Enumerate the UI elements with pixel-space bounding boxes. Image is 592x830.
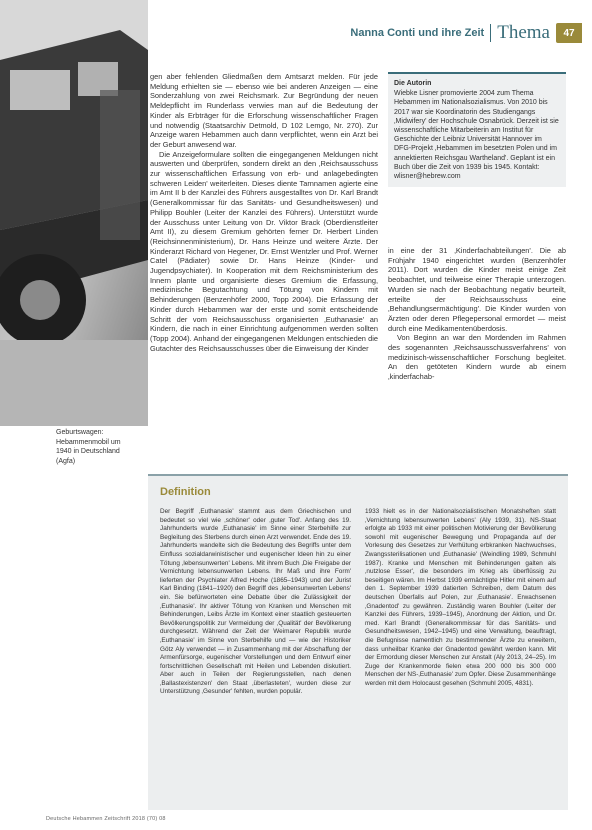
body-paragraph: Die Anzeigeformulare sollten die eingegangenen Meldungen nicht auswerten und überprüfen, sondern direkt an den ‚Reichsausschuss zur wissenschaftlichen Erfassung von erb- und anlagebedingten schweren Leiden' weiterleiten. Dieses diente Tarnnamen agierte eine im Amt II b der Kanzlei des Führers ausgestalltes von Dr. Karl Brandt (Generalkommissar für das Sanitäts- und Gesundheitswesen) und Philipp Bouhler (Leiter der Kanzlei des Führers). Unterstützt wurde der Ausschuss unter Leitung von Dr. Viktor Brack (Oberdienstleiter Amt II), zu diesem Gremium gehörten ferner Dr. Herbert Linden (Reichsinnenministerium), Dr. Hans Heinze und weitere Ärzte. Der Kinderarzt Richard von Hegener, Dr. Ernst Wentzler und Prof. Werner Catel (Pädiater) sowie Dr. Hans Heinze (Kinder- und Jugendpsychiater). In Kooperation mit dem Reichsministerium des Innern plante und organisierte dieses Gremium die Erfassung, medizinische Begutachtung und Tötung von Kindern mit Behinderungen (Benzenhöfer 2000, Topp 2004). Die Erfassung der Kinder durch Hebammen war der erste und somit entscheidende Schritt der vom Reichsausschuss organisierten ‚Euthanasie' an Kindern, die nach in einer Einrichtung aufgenommen werden sollten (Topp 2004). Anhand der eingegangenen Meldungen entschieden die Gutachter des Reichsausschusses über die Einweisung der Kinder (150, 149, 378, 353)
page-number: 47 (556, 23, 582, 43)
definition-title: Definition (160, 486, 211, 498)
section-label: Thema (497, 22, 550, 43)
definition-box (148, 474, 568, 810)
author-box-text: Wiebke Lisner promovierte 2004 zum Thema Hebammen im Nationalsozialismus. Von 2010 bis 2017 war sie Koordinatorin des Studiengangs ‚Midwifery' der Hochschule Osnabrück. Derzeit ist sie wissenschaftliche Mitarbeiterin am Institut für Geschichte der Leibniz Universität Hannover im DFG-Projekt ‚Hebammen im besetzten Polen und im annektierten Reichsgau Wartheland'. Geplant ist ein Buch über die Zeit von 1939 bis 1945. Kontakt: wlisner@hebrew.com (394, 90, 559, 181)
body-paragraph: Von Beginn an war den Mordenden im Rahmen des sogenannten ‚Reichsausschussverfahrens' von medizinisch-wissenschaftlicher Forschung begleitet. An den getöteten Kindern wurde ab einem ‚kinderfachab- (388, 333, 566, 382)
author-box-title: Die Autorin (394, 80, 432, 87)
car-photo-image (0, 0, 148, 426)
historic-photo (0, 0, 148, 426)
body-paragraph: in eine der 31 ‚Kinderfachabteilungen'. Die ab Frühjahr 1940 eingerichtet wurden (Benzenhöfer 2011). Dort wurden die Kinder meist einige Zeit beobachtet, und teilweise einer Therapie unterzogen. Wurden sie nach der Beobachtung negativ beurteilt, erteilte der Reichsausschuss eine ‚Behandlungsermächtigung'. Die Kinder wurden von Ärzten oder deren Pflegepersonal ermordet — meist durch eine Medikamentenüberdosis. (388, 246, 566, 333)
body-column-left (150, 72, 378, 353)
page-header (350, 22, 582, 44)
body-paragraph: gen aber fehlenden Gliedmaßen dem Amtsarzt melden. Für jede Meldung erhielten sie — ebenso wie bei anderen Anzeigen — eine Sonderzahlung von zwei Reichsmark. Zur Begründung der neuen Meldepflicht im Runderlass verwies man auf die Bedeutung der Kinder als Erbträger für die Erforschung wissenschaftlicher Fragen und notwendig (Staatsarchiv Detmold, D 102 Lemgo, Nr. 270). Zur Anzeige waren Hebammen auch dann verpflichtet, wenn ein Arzt bei der Geburt anwesend war. (150, 72, 378, 149)
running-title: Nanna Conti und ihre Zeit (350, 27, 485, 39)
author-box (388, 72, 566, 187)
definition-columns (160, 508, 556, 697)
definition-column-left: Der Begriff ‚Euthanasie' stammt aus dem Griechischen und bedeutet so viel wie ‚schöner' oder ‚guter Tod'. Anfang des 19. Jahrhunderts wurde ‚Euthanasie' im Sinne einer Sterbehilfe zur Begleitung des Sterbens durch einen Arzt verwendet. Ende des 19. Jahrhunderts wandelte sich die Bedeutung des Begriffs unter dem Einfluss sozialdarwinistischer und eugenischer Ideen hin zu einer Tötung ‚lebensunwerten' Lebens. Mit ihrem Buch ‚Die Freigabe der Vernichtung lebensunwerten Lebens. Ihr Maß und ihre Form' lieferten der Psychiater Alfred Hoche (1865–1943) und der Jurist Karl Binding (1841–1920) den Begriff des ‚lebensunwerten Lebens' ein. Sie befürworteten eine Debatte über die Zulässigkeit der ‚Euthanasie'. Ihr aktiver Tötung von Kranken und Menschen mit Behinderungen, Leibs Ärzte im Kontext einer staatlich gesteuerten Bevölkerungspolitik zur Vermeidung der ‚Qualität' der Bevölkerung durchgesetzt. Während der Zeit der Weimarer Republik wurde ‚Euthanasie' im Sinne von Sterbehilfe und — wie der Historiker Götz Aly verwendet — in Zusammenhang mit der Abschaffung der Armenfürsorge, eugenischer Vorstellungen und dem Entwurf einer fortschrittlichen Gesellschaft mit Heilen und Lebenden diskutiert. Aber auch in Teilen der Regierungsstellen, nach denen ‚Ballastexistenzen' den Staat ‚überlasteten', wurden diese zur Unterstützung ‚Gesunder' fehlten, wurden populär. (160, 508, 351, 696)
photo-caption: Geburtswagen: Hebammenmobil um 1940 in Deutschland (Agfa) (56, 429, 121, 465)
body-column-right (388, 246, 566, 382)
header-divider (490, 24, 491, 42)
definition-column-right: 1933 hielt es in der Nationalsozialistischen Monatsheften statt ‚Vernichtung lebensunwerten Lebens' (Aly 1939, 31). NS-Staat erfolgte ab 1933 mit einer politischen Motivierung der Bevölkerung sowohl mit eugenischer Bewegung und Propaganda auf der Vorlesung des Gesetzes zur Verhütung erbkranken Nachwuchses, Zwangssterilisationen und ‚Euthanasie' (Weindling 1989, Schmuhl 1987). Kranke und Menschen mit Behinderungen galten als ‚nutzlose Esser', die besonders im Krieg als überflüssig zu beseitigen wären. Im Herbst 1939 ermächtigte Hitler mit einem auf den 1. September 1939 datierten Schreiben, dem Datum des deutschen Überfalls auf Polen, zur ‚Euthanasie'. Erwachsenen ‚Gnadentod' zu gewähren. Zuständig waren Bouhler (Leiter der Kanzlei des Führers, 1939–1945), Anordnung der Aktion, und Dr. med. Karl Brandt (Generalkommissar für das Sanitäts- und Gesundheitswesen, 1942–1945) und eine Verwaltung, beauftragt, die Befugnisse namentlich zu bestimmender Ärzte zu erweitern, dass unheilbar Kranke der Gnadentod gewährt werden kann. Mit der Ermordung dieser Menschen zur Anstalt (Aly 2013, 24–25). Im Zuge der Krankenmorde fielen etwa 200 000 bis 300 000 Menschen der NS-‚Euthanasie' zum Opfer. Diese Zusammenhänge werden mit dem Holocaust gesehen (Schmuhl 2005, 4831). (365, 508, 556, 687)
page-footer: Deutsche Hebammen Zeitschrift 2018 (70) 08 (46, 816, 166, 822)
